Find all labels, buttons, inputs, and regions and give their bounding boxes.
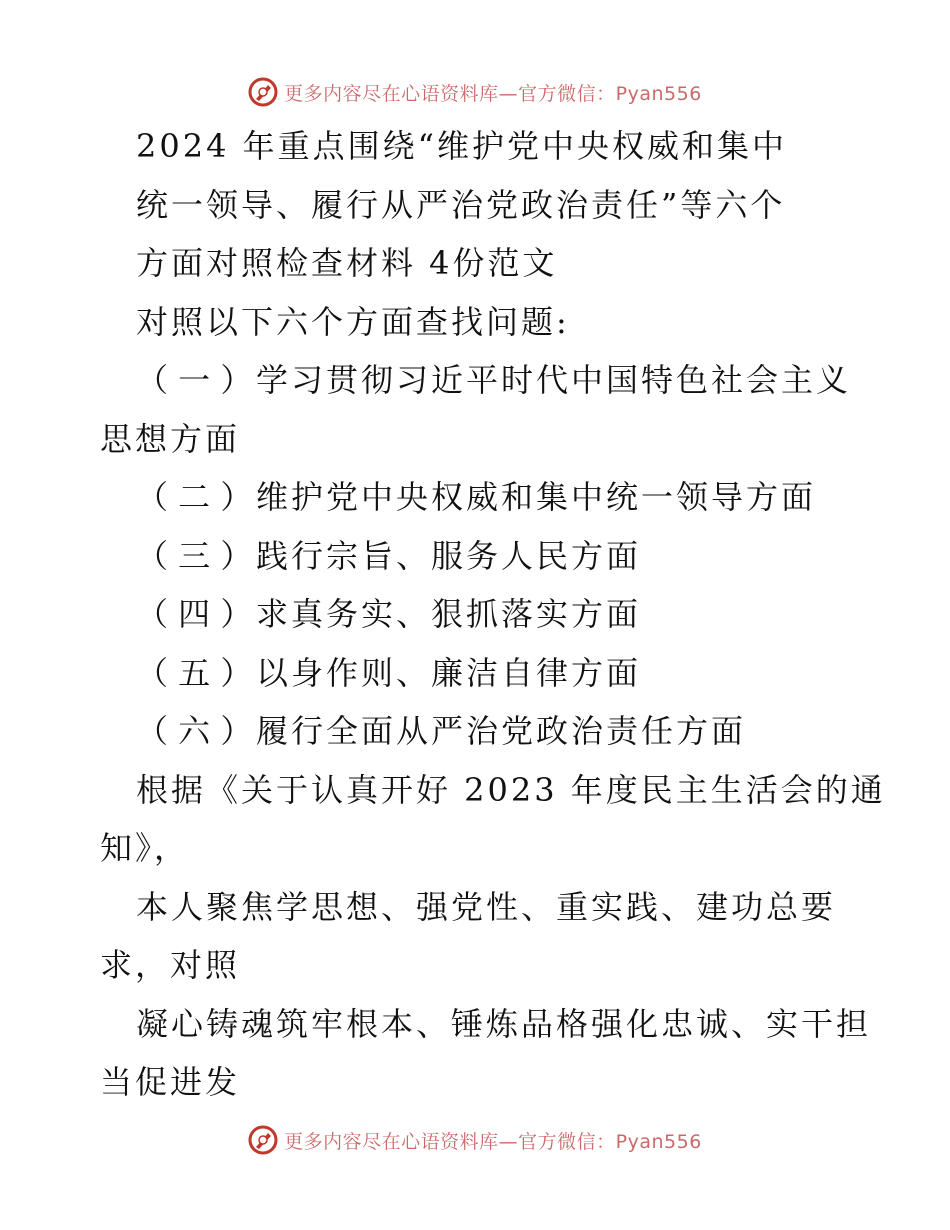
list-item-text: 维护党中央权威和集中统一领导方面 bbox=[256, 478, 817, 516]
list-item-continuation: 思想方面 bbox=[100, 419, 241, 458]
document-title-line-2: 统一领导、履行从严治党政治责任”等六个 bbox=[136, 185, 786, 224]
document-title-line-3: 方面对照检查材料 4份范文 bbox=[136, 244, 558, 282]
watermark-text: 更多内容尽在心语资料库—官方微信：Pyan556 bbox=[284, 82, 702, 105]
paragraph-1-line-2: 知》， bbox=[100, 829, 190, 867]
list-item-text: 学习贯彻习近平时代中国特色社会主义 bbox=[256, 361, 852, 399]
list-item bbox=[100, 585, 860, 644]
list-item-text: 以身作则、廉洁自律方面 bbox=[256, 653, 642, 692]
watermark-banner-bottom bbox=[0, 1120, 950, 1160]
paragraph-2-line-1: 本人聚焦学思想、强党性、重实践、建功总要 bbox=[136, 887, 837, 926]
document-title-line-1: 2024 年重点围绕“维护党中央权威和集中 bbox=[136, 127, 787, 165]
red-pen-circle-logo-icon bbox=[248, 77, 278, 107]
list-item-number: （ 四 ） bbox=[136, 595, 253, 633]
list-item-text: 履行全面从严治党政治责任方面 bbox=[256, 712, 747, 750]
paragraph-3-line-1: 凝心铸魂筑牢根本、锤炼品格强化忠诚、实干担 bbox=[136, 1004, 872, 1043]
list-item-number: （ 二 ） bbox=[136, 478, 253, 516]
list-item-number: （ 六 ） bbox=[136, 712, 253, 750]
watermark-text: 更多内容尽在心语资料库—官方微信：Pyan556 bbox=[284, 1130, 702, 1153]
list-item-number: （ 三 ） bbox=[136, 536, 253, 575]
document-body bbox=[100, 117, 886, 1112]
list-item-text: 求真务实、狠抓落实方面 bbox=[256, 595, 642, 633]
watermark-banner-top bbox=[0, 72, 950, 112]
list-item-text: 践行宗旨、服务人民方面 bbox=[256, 536, 642, 575]
red-pen-circle-logo-icon bbox=[248, 1125, 278, 1155]
list-item bbox=[100, 702, 860, 761]
paragraph-2-line-2: 求，对照 bbox=[100, 946, 241, 984]
list-item-number: （ 五 ） bbox=[136, 653, 253, 692]
list-item-number: （ 一 ） bbox=[136, 361, 253, 399]
intro-text: 对照以下六个方面查找问题: bbox=[136, 302, 570, 341]
list-item bbox=[100, 644, 860, 703]
paragraph-3-line-2: 当促进发 bbox=[100, 1063, 241, 1101]
list-item bbox=[100, 468, 860, 527]
list-item bbox=[100, 527, 860, 586]
paragraph-1-line-1: 根据《关于认真开好 2023 年度民主生活会的通 bbox=[136, 770, 886, 809]
list-item bbox=[100, 351, 860, 410]
